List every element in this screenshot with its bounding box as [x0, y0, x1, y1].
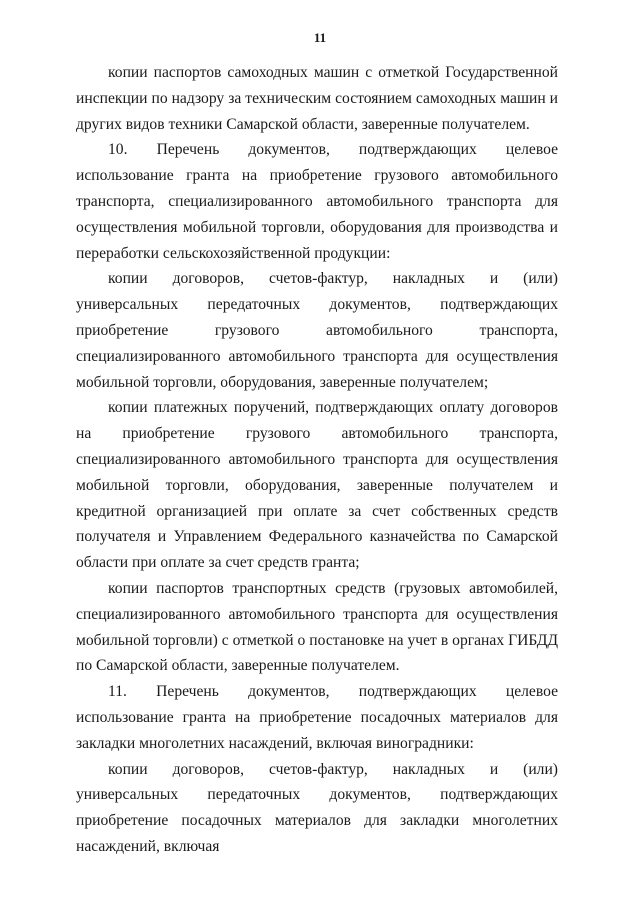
paragraph-item-11-heading: 11. Перечень документов, подтверждающих целевое использование гранта на приобретение посадочных материалов для закладки многолетних насаждений, включая виноградники: [76, 683, 558, 752]
paragraph-item-10-heading: 10. Перечень документов, подтверждающих целевое использование гранта на приобретение грузового автомобильного транспорта, специализированного автомобильного транспорта для осуществления мобильной торговли, оборудования для производства и переработки сельскохозяйственной продукции: [76, 141, 558, 262]
paragraph-payment-orders: копии платежных поручений, подтверждающих оплату договоров на приобретение грузового автомобильного транспорта, специализированного автомобильного транспорта для осуществления мобильной торговли, оборудования, заверенные получателем и кредитной организацией при оплате за счет собственных средств получателя и Управлением Федерального казначейства по Самарской области при оплате за счет средств гранта; [76, 399, 558, 572]
paragraph-vehicle-passports: копии паспортов транспортных средств (грузовых автомобилей, специализированного автомобильного транспорта для осуществления мобильной торговли) с отметкой о постановке на учет в органах ГИБДД по Самарской области, заверенные получателем. [76, 579, 558, 675]
paragraph-self-propelled-passports: копии паспортов самоходных машин с отметкой Государственной инспекции по надзору за техническим состоянием самоходных машин и других видов техники Самарской области, заверенные получателем. [76, 64, 558, 133]
paragraph-contracts-invoices: копии договоров, счетов-фактур, накладных и (или) универсальных передаточных документов, подтверждающих приобретение грузового автомобильного транспорта, специализированного автомобильного транспорта для осуществления мобильной торговли, оборудования, заверенные получателем; [76, 270, 558, 391]
document-body [76, 60, 558, 860]
page-number: 11 [313, 30, 327, 45]
paragraph-planting-materials-docs: копии договоров, счетов-фактур, накладных и (или) универсальных передаточных документов, подтверждающих приобретение посадочных материалов для закладки многолетних насаждений, включая [76, 760, 558, 855]
